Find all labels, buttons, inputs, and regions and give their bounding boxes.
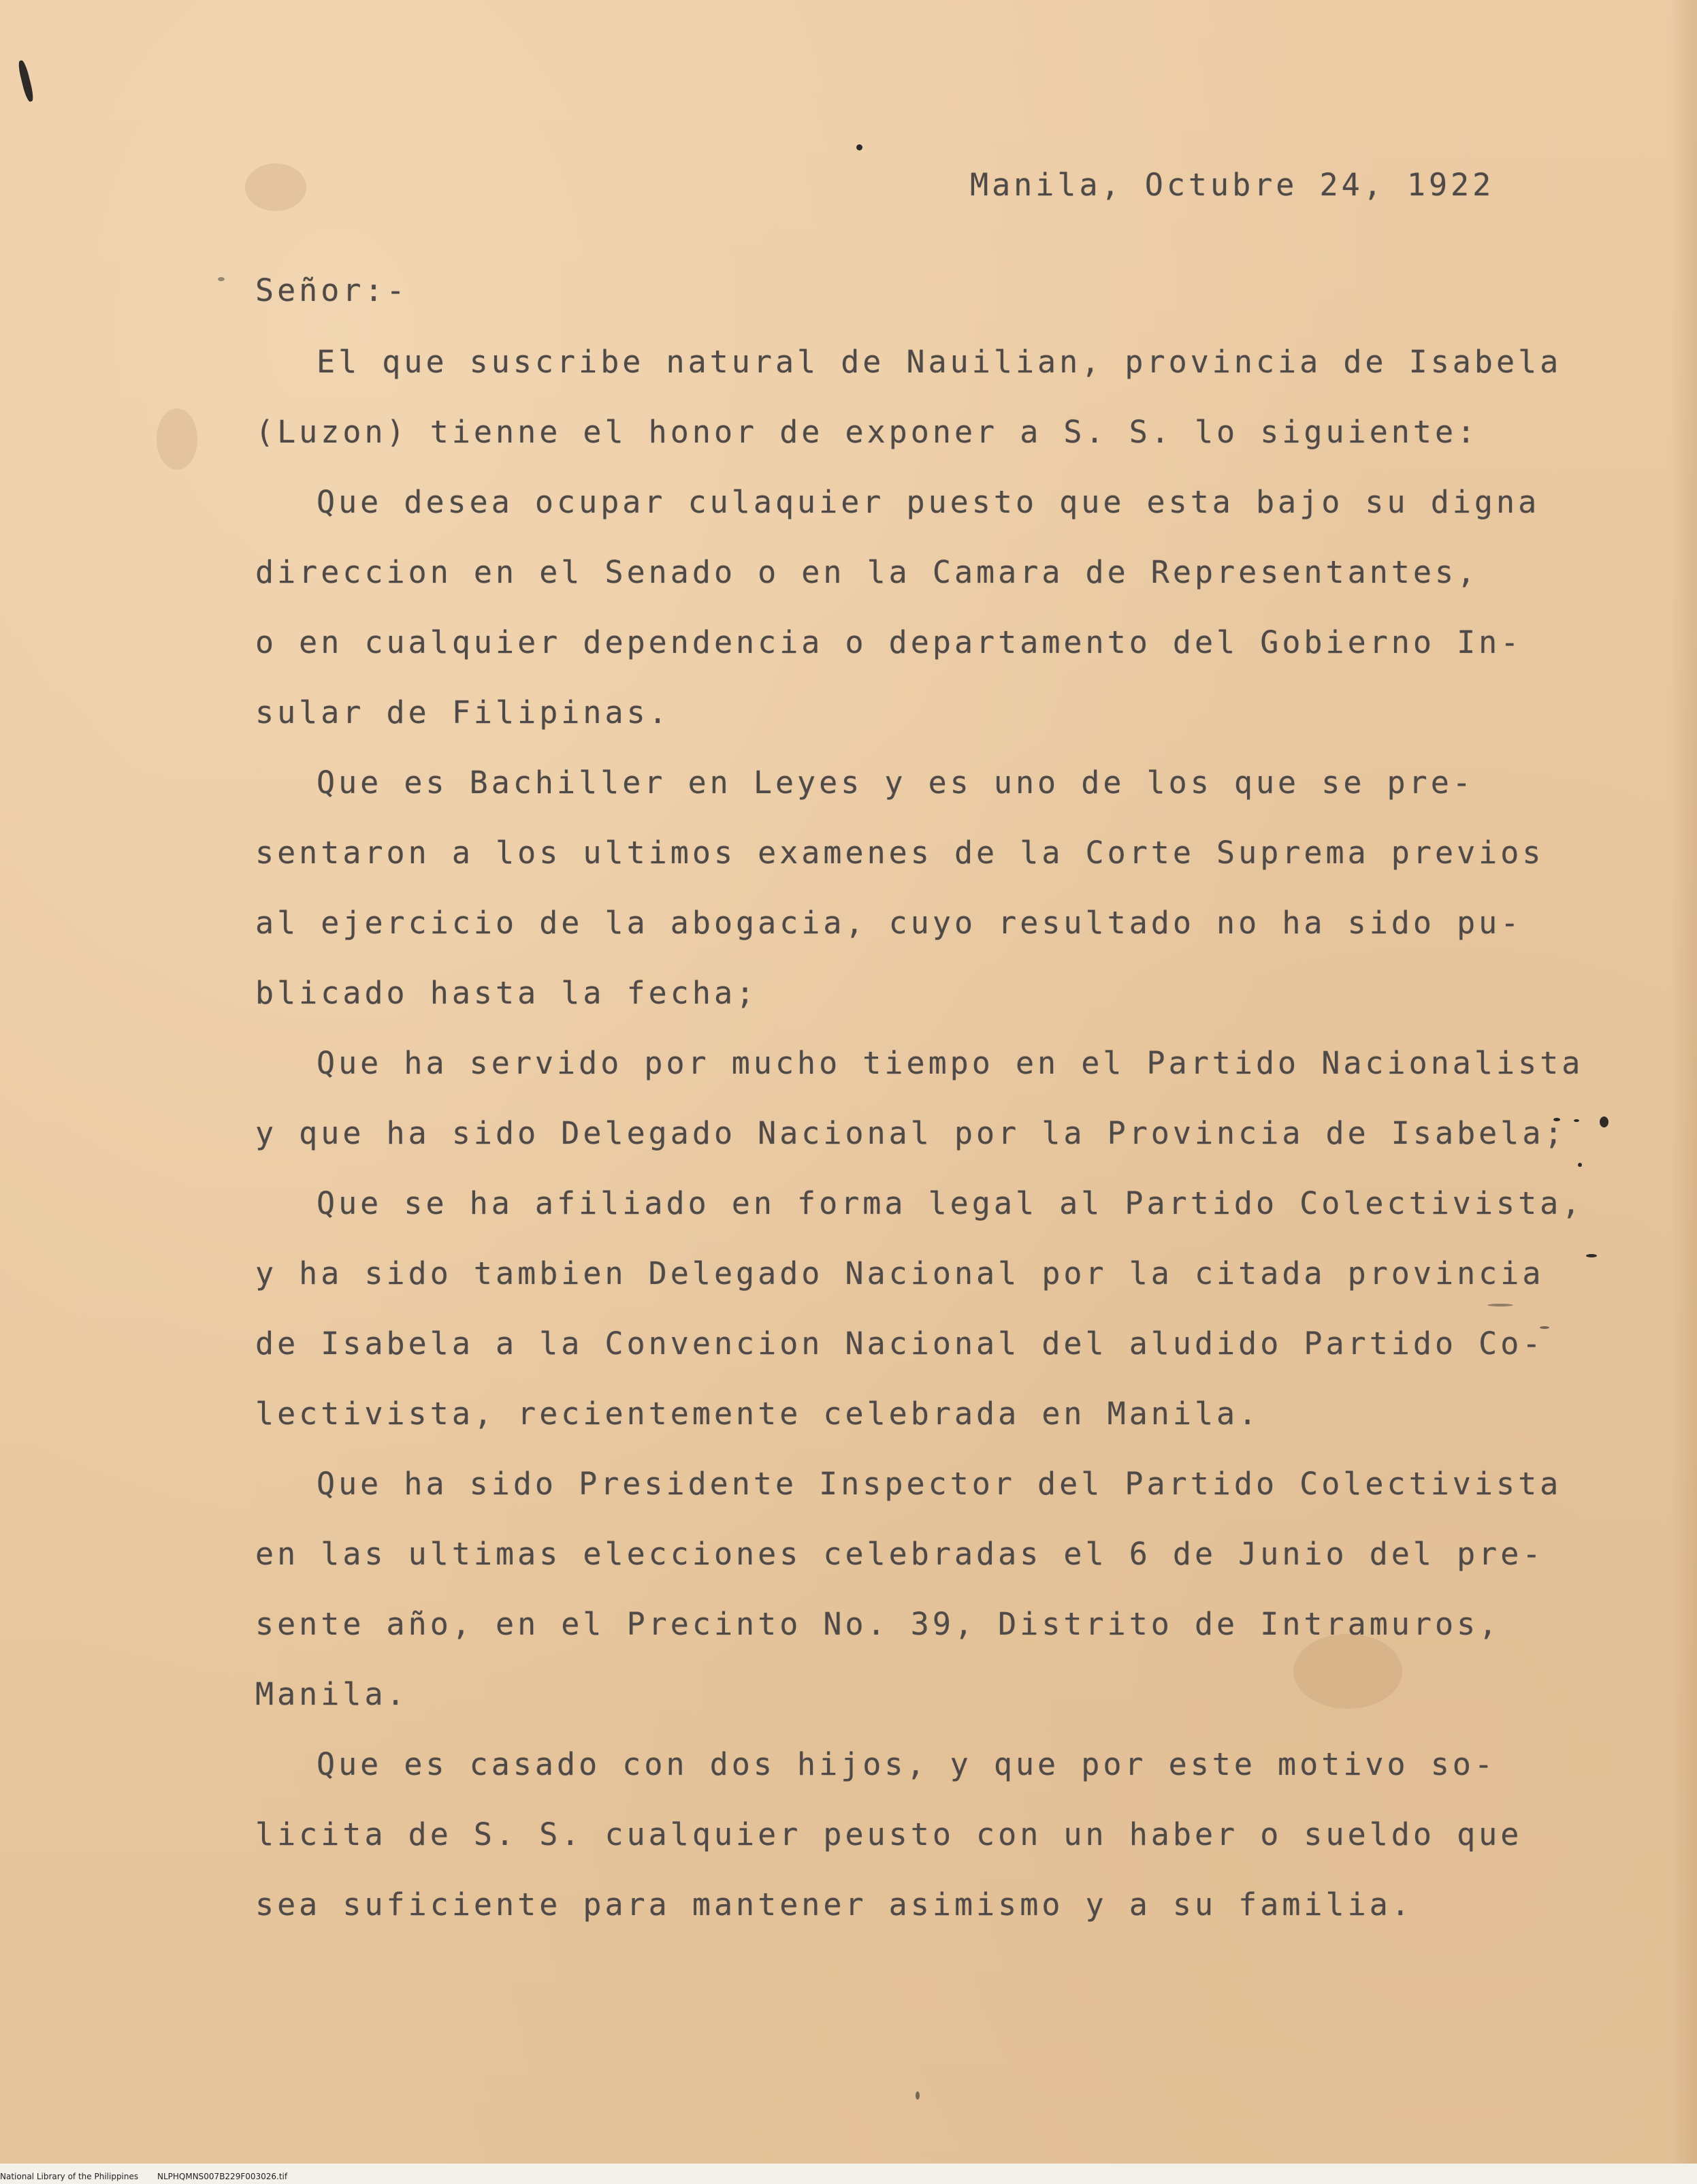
scan-footer-strip — [0, 2164, 1697, 2184]
letter-line: sea suficiente para mantener asimismo y a su familia. — [255, 1886, 1413, 1923]
letter-line: Que se ha afiliado en forma legal al Partido Colectivista, — [317, 1185, 1584, 1221]
letter-salutation: Señor:- — [255, 272, 408, 308]
letter-date: Manila, Octubre 24, 1922 — [970, 167, 1495, 203]
letter-line: sentaron a los ultimos examenes de la Corte Suprema previos — [255, 835, 1545, 871]
letter-line: blicado hasta la fecha; — [255, 975, 758, 1011]
letter-line: (Luzon) tienne el honor de exponer a S. S. lo siguiente: — [255, 414, 1479, 450]
letter-line: licita de S. S. cualquier peusto con un haber o sueldo que — [255, 1816, 1523, 1852]
letter-line: Que ha sido Presidente Inspector del Partido Colectivista — [317, 1466, 1562, 1502]
letter-line: Manila. — [255, 1676, 408, 1712]
letter-line: sente año, en el Precinto No. 39, Distrito de Intramuros, — [255, 1606, 1501, 1642]
letter-line: o en cualquier dependencia o departamento del Gobierno In- — [255, 624, 1523, 660]
letter-line: direccion en el Senado o en la Camara de Representantes, — [255, 554, 1479, 590]
letter-line: El que suscribe natural de Nauilian, provincia de Isabela — [317, 344, 1562, 380]
letter-line: de Isabela a la Convencion Nacional del aludido Partido Co- — [255, 1326, 1545, 1362]
letter-line: Que desea ocupar culaquier puesto que esta bajo su digna — [317, 484, 1540, 520]
ink-speck — [916, 2091, 920, 2100]
ink-speck — [1586, 1254, 1597, 1257]
paper-stain — [1293, 1634, 1402, 1709]
ink-mark — [17, 59, 35, 102]
letter-line: al ejercicio de la abogacia, cuyo resultado no ha sido pu- — [255, 905, 1523, 941]
letter-line: Que ha servido por mucho tiempo en el Partido Nacionalista — [317, 1045, 1584, 1081]
paper-stain — [157, 408, 197, 470]
letter-line: y ha sido tambien Delegado Nacional por la citada provincia — [255, 1255, 1545, 1291]
ink-speck — [1578, 1163, 1582, 1167]
letter-line: y que ha sido Delegado Nacional por la Provincia de Isabela; — [255, 1115, 1566, 1151]
letter-line: en las ultimas elecciones celebradas el 6 de Junio del pre- — [255, 1536, 1545, 1572]
letter-line: Que es casado con dos hijos, y que por este motivo so- — [317, 1746, 1496, 1782]
ink-speck — [1574, 1119, 1579, 1122]
letter-line: lectivista, recientemente celebrada en Manila. — [255, 1396, 1261, 1432]
ink-speck — [218, 277, 225, 281]
ink-speck — [856, 144, 862, 150]
paper-edge-shadow — [1670, 0, 1697, 2184]
ink-speck — [1487, 1304, 1513, 1306]
letter-line: sular de Filipinas. — [255, 694, 670, 730]
paper-stain — [245, 163, 306, 211]
ink-speck — [1600, 1117, 1609, 1127]
library-name: National Library of the Philippines — [0, 2172, 139, 2181]
file-id: NLPHQMNS007B229F003026.tif — [157, 2172, 288, 2181]
letter-line: Que es Bachiller en Leyes y es uno de los que se pre- — [317, 765, 1474, 801]
scan-footer-caption — [0, 2172, 287, 2181]
